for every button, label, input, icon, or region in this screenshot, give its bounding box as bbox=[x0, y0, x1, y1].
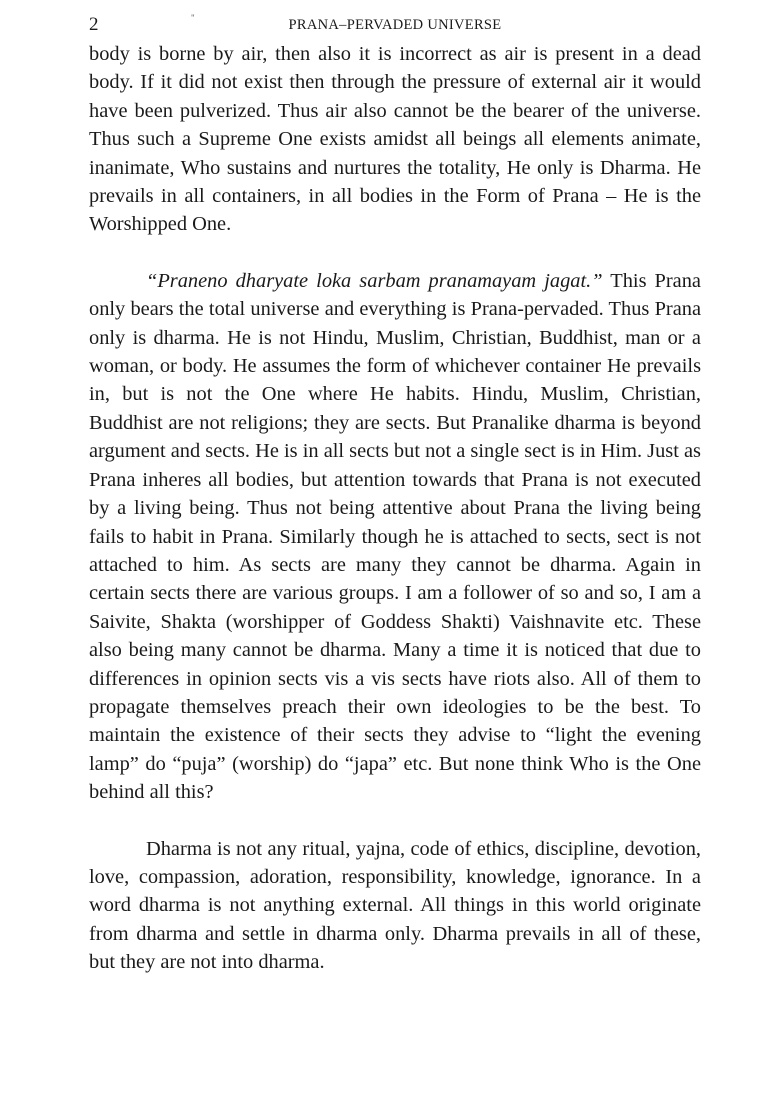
paragraph-1: body is borne by air, then also it is incorrect as air is present in a dead body. If it did not exist then through the pressure of external air it would have been pulverized. Thus air also cannot be the bearer of the universe. Thus such a Supreme One exists amidst all beings all elements animate, inanimate, Who sustains and nurtures the totality, He only is Dharma. He prevails in all containers, in all bodies in the Form of Prana – He is the Worshipped One. bbox=[89, 43, 701, 236]
book-page bbox=[89, 10, 701, 977]
sanskrit-quote: “Praneno dharyate loka sarbam pranamayam jagat.” bbox=[146, 269, 603, 292]
running-header bbox=[89, 10, 701, 40]
paragraph-2 bbox=[89, 267, 701, 807]
paragraph-3: Dharma is not any ritual, yajna, code of ethics, discipline, devotion, love, compassion, adoration, responsibility, knowledge, ignorance. In a word dharma is not anything external. All things in this world originate from dharma and settle in dharma only. Dharma prevails in all of these, but they are not into dharma. bbox=[89, 837, 701, 974]
page-number: 2 bbox=[89, 14, 99, 35]
printing-speck: " bbox=[191, 13, 195, 23]
paragraph-2-text: This Prana only bears the total universe and everything is Prana-pervaded. Thus Prana only is dharma. He is not Hindu, Muslim, Christian, Buddhist, man or a woman, or body. He assumes the form of whichever container He prevails in, but is not the One where He habits. Hindu, Muslim, Christian, Buddhist are not religions; they are sects. But Pranalike dharma is beyond argument and sects. He is in all sects but not a single sect is in Him. Just as Prana inheres all bodies, but attention towards that Prana is not executed by a living being. Thus not being attentive about Prana the living being fails to habit in Prana. Similarly though he is attached to sects, sect is not attached to him. As sects are many they cannot be dharma. Again in certain sects there are various groups. I am a follower of so and so, I am a Saivite, Shakta (worshipper of Goddess Shakti) Vaishnavite etc. These also being many cannot be dharma. Many a time it is noticed that due to differences in opinion sects vis a vis sects have riots also. All of them to propagate themselves preach their own ideologies to be the best. To maintain the existence of their sects they advise to “light the evening lamp” do “puja” (worship) do “japa” etc. But none think Who is the One behind all this? bbox=[89, 269, 701, 804]
running-title: PRANA–PERVADED UNIVERSE bbox=[288, 17, 502, 33]
body-text bbox=[89, 40, 701, 977]
